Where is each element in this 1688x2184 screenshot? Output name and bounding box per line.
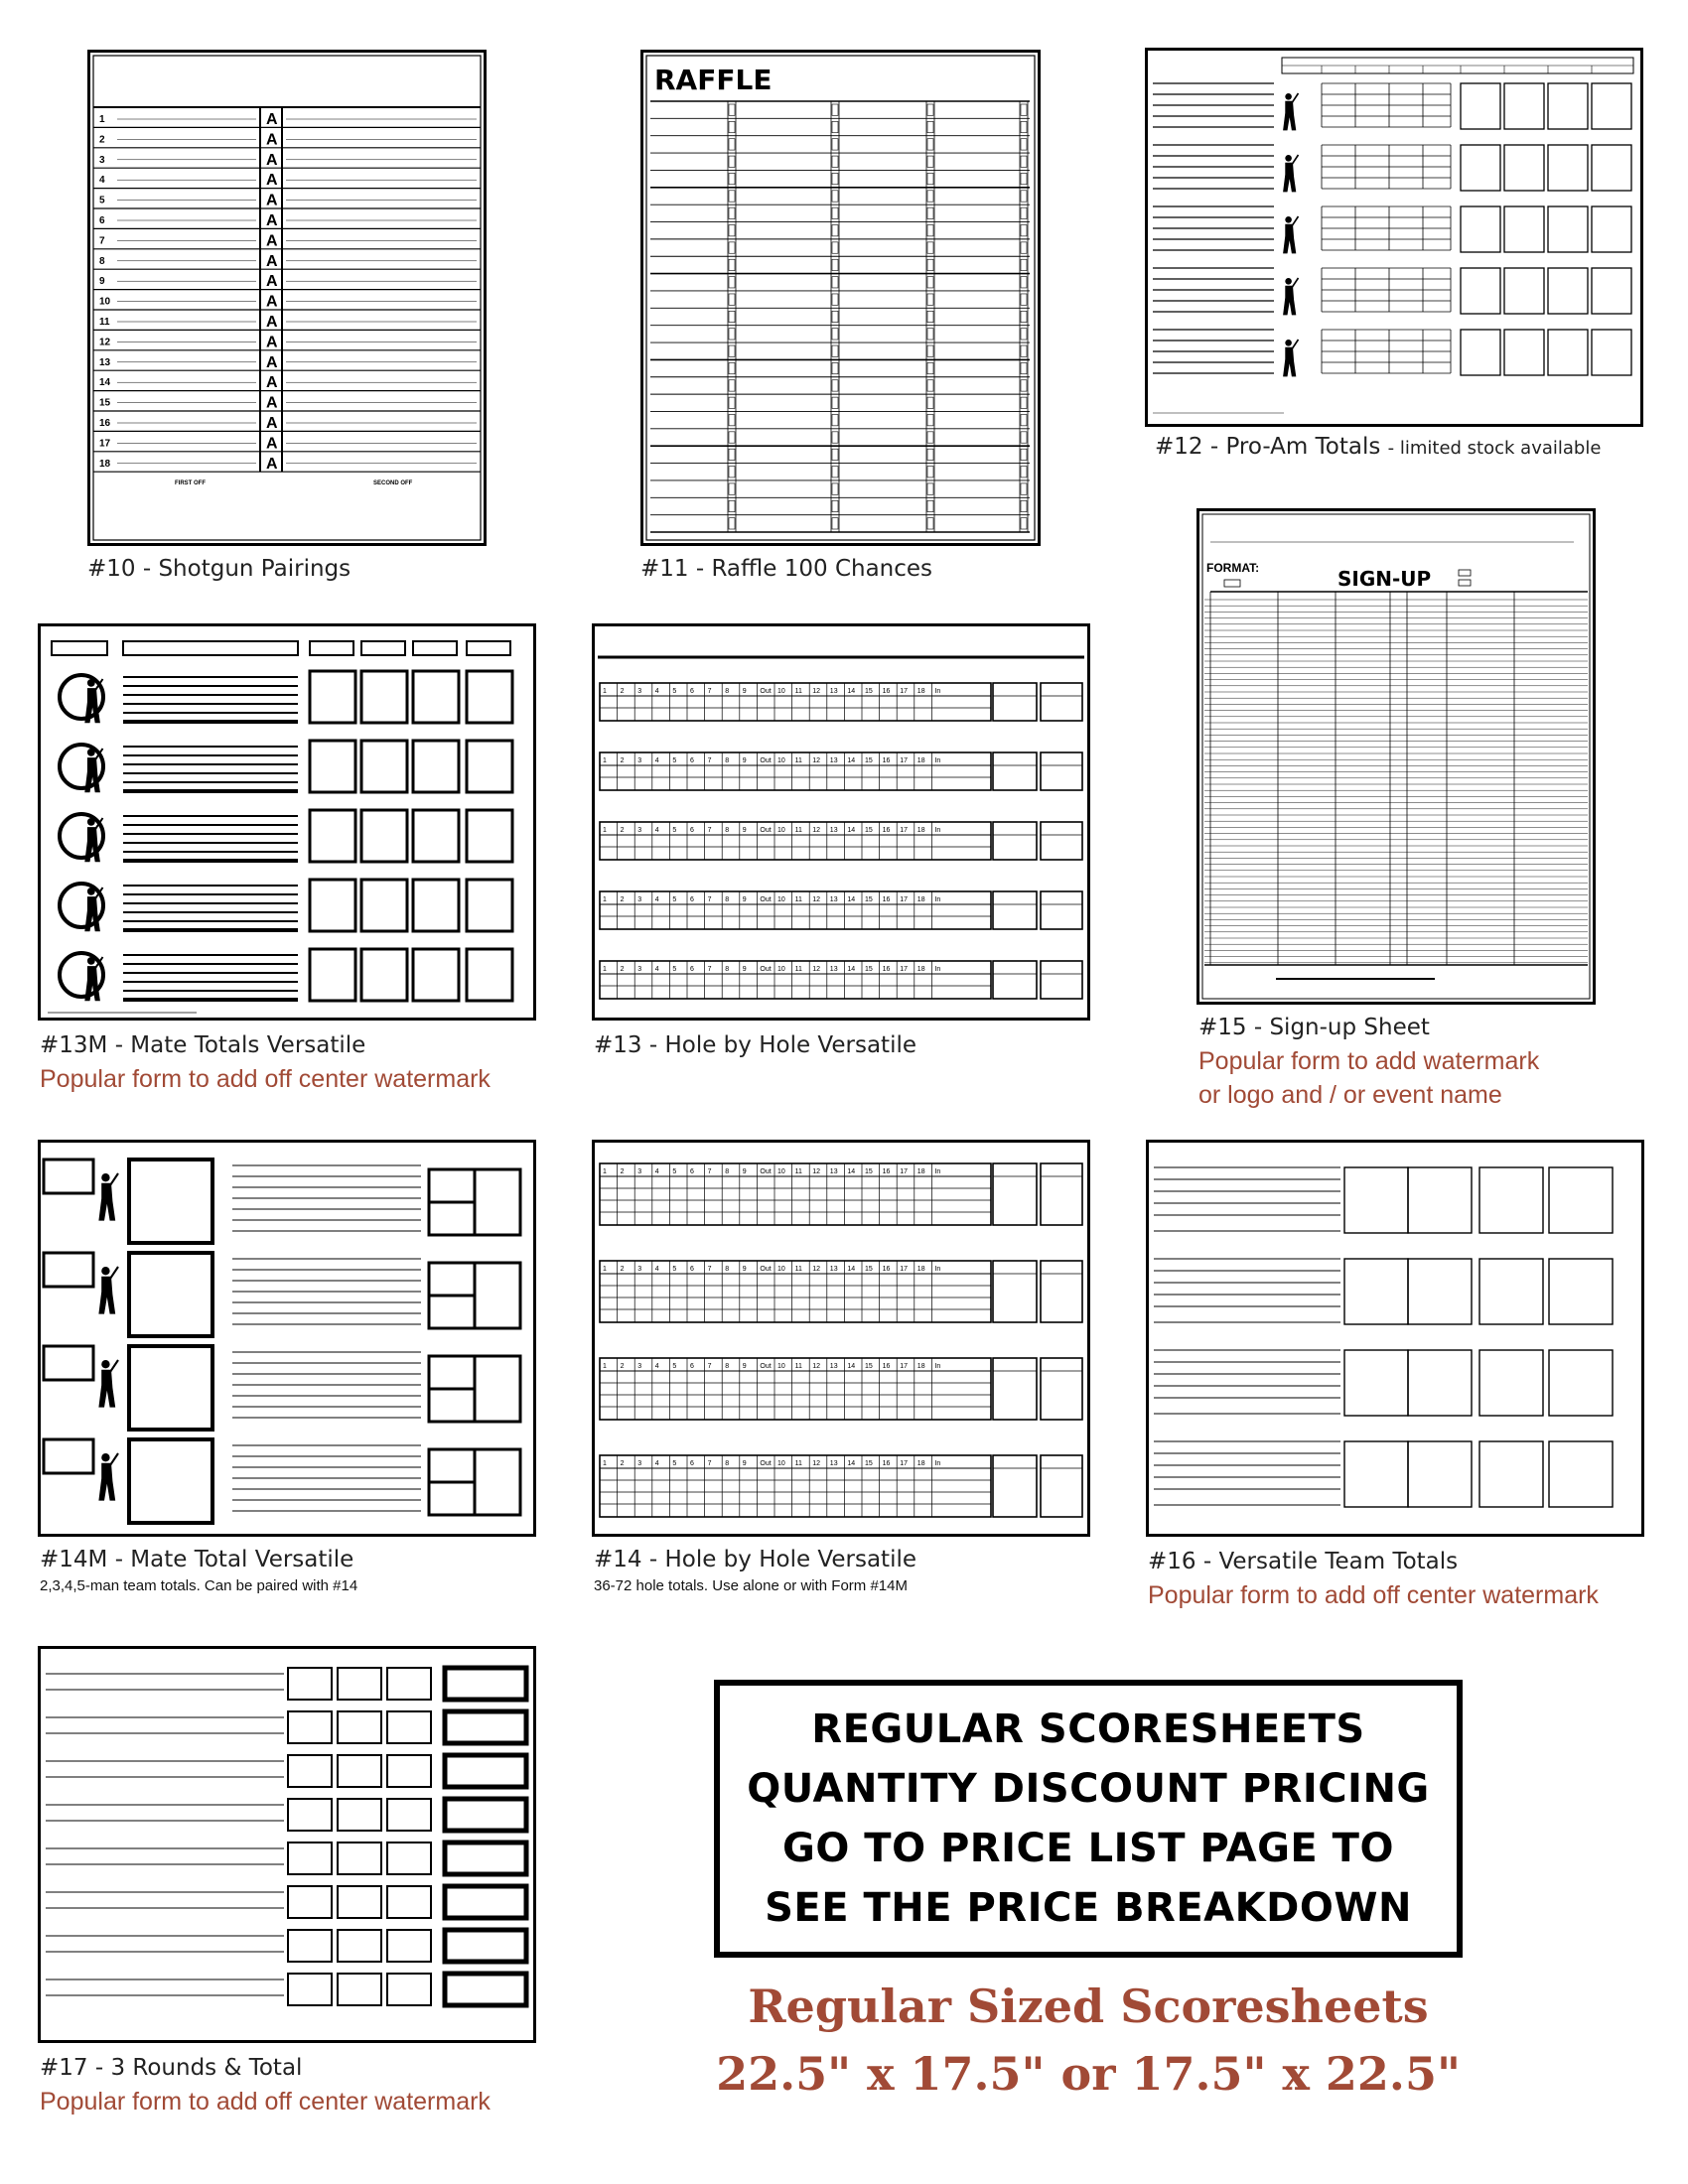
svg-text:6: 6 [690, 827, 694, 834]
svg-text:12: 12 [812, 1460, 820, 1467]
svg-text:11: 11 [794, 1266, 802, 1273]
svg-text:15: 15 [865, 966, 873, 973]
svg-text:4: 4 [654, 1266, 659, 1273]
form-12-caption [1155, 434, 1601, 460]
pro-am-totals-preview [1145, 48, 1643, 427]
shotgun-pairings-preview [87, 50, 487, 546]
svg-text:Out: Out [760, 1266, 772, 1273]
svg-text:8: 8 [725, 827, 730, 834]
svg-text:13: 13 [829, 827, 838, 834]
svg-text:A: A [266, 192, 278, 209]
svg-text:10: 10 [777, 1266, 785, 1273]
svg-text:11: 11 [794, 896, 802, 903]
svg-text:7: 7 [707, 1363, 712, 1370]
form-16-caption: #16 - Versatile Team Totals [1148, 1549, 1459, 1574]
pricing-notice-box [714, 1680, 1463, 1958]
thumbnail-border [40, 625, 535, 1020]
svg-text:A: A [266, 415, 278, 432]
svg-text:4: 4 [654, 688, 659, 695]
svg-text:7: 7 [707, 827, 712, 834]
svg-text:15: 15 [865, 1266, 873, 1273]
svg-text:18: 18 [916, 1266, 925, 1273]
regular-size-dimensions: 22.5" x 17.5" or 17.5" x 22.5" [716, 2047, 1461, 2101]
svg-text:5: 5 [672, 757, 677, 764]
svg-text:13: 13 [829, 966, 838, 973]
svg-text:14: 14 [847, 896, 856, 903]
svg-text:14: 14 [847, 1168, 856, 1175]
svg-text:1: 1 [603, 896, 607, 903]
svg-text:17: 17 [900, 757, 908, 764]
mate-total-preview [38, 1140, 536, 1537]
pricing-line-3: GO TO PRICE LIST PAGE TO [782, 1826, 1394, 1871]
svg-text:6: 6 [99, 215, 105, 226]
svg-text:SECOND OFF: SECOND OFF [373, 480, 413, 487]
svg-text:18: 18 [916, 966, 925, 973]
svg-text:Out: Out [760, 1460, 772, 1467]
svg-text:5: 5 [99, 195, 105, 206]
raffle-preview [640, 50, 1041, 546]
svg-text:A: A [266, 293, 278, 311]
svg-text:17: 17 [900, 1363, 908, 1370]
svg-text:2: 2 [620, 688, 625, 695]
form-13-caption: #13 - Hole by Hole Versatile [594, 1032, 916, 1058]
svg-text:9: 9 [742, 1168, 747, 1175]
svg-text:7: 7 [707, 688, 712, 695]
svg-text:15: 15 [865, 1363, 873, 1370]
form-16-thumbnail[interactable] [1146, 1140, 1644, 1537]
svg-text:In: In [934, 688, 941, 695]
form-13m-note: Popular form to add off center watermark [40, 1065, 491, 1093]
svg-text:15: 15 [99, 397, 111, 409]
form-10-caption: #10 - Shotgun Pairings [87, 556, 352, 582]
svg-text:17: 17 [900, 966, 908, 973]
svg-text:12: 12 [812, 966, 820, 973]
svg-text:3: 3 [637, 1168, 642, 1175]
svg-text:Out: Out [760, 966, 772, 973]
svg-text:15: 15 [865, 688, 873, 695]
form-10-thumbnail[interactable] [87, 50, 487, 546]
svg-text:14: 14 [847, 757, 856, 764]
svg-text:16: 16 [882, 966, 891, 973]
svg-text:17: 17 [900, 896, 908, 903]
svg-text:7: 7 [707, 1266, 712, 1273]
svg-text:5: 5 [672, 688, 677, 695]
svg-text:Out: Out [760, 1363, 772, 1370]
svg-text:3: 3 [637, 1460, 642, 1467]
svg-text:1: 1 [603, 1266, 607, 1273]
svg-text:9: 9 [742, 1363, 747, 1370]
svg-text:6: 6 [690, 757, 694, 764]
svg-text:In: In [934, 896, 941, 903]
thumbnail-border [642, 52, 1040, 545]
svg-text:12: 12 [812, 688, 820, 695]
thumbnail-border [40, 1142, 535, 1536]
svg-text:13: 13 [829, 1168, 838, 1175]
svg-text:3: 3 [637, 757, 642, 764]
svg-text:15: 15 [865, 1168, 873, 1175]
svg-text:12: 12 [812, 1168, 820, 1175]
svg-text:Out: Out [760, 827, 772, 834]
form-17-note: Popular form to add off center watermark [40, 2088, 491, 2116]
svg-text:11: 11 [794, 1363, 802, 1370]
svg-text:18: 18 [916, 688, 925, 695]
svg-text:1: 1 [603, 966, 607, 973]
svg-text:FIRST OFF: FIRST OFF [175, 480, 206, 487]
svg-text:17: 17 [900, 1266, 908, 1273]
form-14m-thumbnail[interactable] [38, 1140, 536, 1537]
svg-text:4: 4 [654, 1460, 659, 1467]
svg-text:4: 4 [654, 757, 659, 764]
svg-text:1: 1 [603, 1460, 607, 1467]
svg-text:15: 15 [865, 757, 873, 764]
svg-text:2: 2 [620, 1266, 625, 1273]
svg-text:6: 6 [690, 1460, 694, 1467]
form-15-thumbnail[interactable] [1196, 508, 1596, 1005]
svg-text:2: 2 [620, 827, 625, 834]
svg-text:8: 8 [725, 1363, 730, 1370]
svg-text:8: 8 [725, 1266, 730, 1273]
svg-text:14: 14 [847, 1266, 856, 1273]
form-13m-caption: #13M - Mate Totals Versatile [40, 1032, 366, 1058]
thumbnail-border [89, 52, 486, 545]
svg-text:16: 16 [882, 1460, 891, 1467]
svg-text:5: 5 [672, 1168, 677, 1175]
svg-text:7: 7 [99, 235, 105, 247]
svg-text:4: 4 [654, 896, 659, 903]
svg-text:6: 6 [690, 966, 694, 973]
svg-text:13: 13 [829, 1363, 838, 1370]
form-16-note: Popular form to add off center watermark [1148, 1581, 1599, 1609]
svg-text:7: 7 [707, 757, 712, 764]
hole-by-hole-4-preview [592, 1140, 1090, 1537]
svg-text:13: 13 [829, 757, 838, 764]
svg-text:18: 18 [916, 896, 925, 903]
svg-text:In: In [934, 827, 941, 834]
svg-text:16: 16 [882, 1168, 891, 1175]
svg-text:Out: Out [760, 757, 772, 764]
svg-text:6: 6 [690, 1168, 694, 1175]
hole-by-hole-preview [592, 623, 1090, 1021]
svg-text:17: 17 [900, 1460, 908, 1467]
svg-text:8: 8 [725, 1168, 730, 1175]
form-14m-caption: #14M - Mate Total Versatile [40, 1547, 354, 1572]
svg-text:Out: Out [760, 896, 772, 903]
team-totals-preview [1146, 1140, 1644, 1537]
svg-text:1: 1 [603, 827, 607, 834]
svg-text:8: 8 [725, 757, 730, 764]
svg-text:A: A [266, 374, 278, 392]
svg-text:16: 16 [882, 688, 891, 695]
svg-text:17: 17 [99, 438, 111, 450]
svg-text:A: A [266, 435, 278, 453]
svg-text:1: 1 [603, 757, 607, 764]
svg-text:17: 17 [900, 688, 908, 695]
svg-text:16: 16 [882, 1363, 891, 1370]
svg-text:1: 1 [603, 688, 607, 695]
svg-text:16: 16 [882, 827, 891, 834]
form-14-caption: #14 - Hole by Hole Versatile [594, 1547, 916, 1572]
svg-text:6: 6 [690, 688, 694, 695]
svg-text:2: 2 [620, 757, 625, 764]
form-14-description: 36-72 hole totals. Use alone or with Form #14M [594, 1577, 908, 1594]
svg-text:4: 4 [654, 827, 659, 834]
svg-text:5: 5 [672, 827, 677, 834]
svg-text:A: A [266, 394, 278, 412]
svg-text:18: 18 [99, 458, 111, 470]
svg-text:3: 3 [637, 1363, 642, 1370]
svg-text:11: 11 [794, 827, 802, 834]
svg-text:13: 13 [99, 356, 111, 368]
svg-text:16: 16 [882, 757, 891, 764]
svg-text:10: 10 [777, 1168, 785, 1175]
svg-text:6: 6 [690, 1266, 694, 1273]
svg-text:10: 10 [777, 896, 785, 903]
svg-text:10: 10 [777, 1460, 785, 1467]
svg-text:2: 2 [620, 896, 625, 903]
svg-text:3: 3 [637, 896, 642, 903]
sign-up-preview [1196, 508, 1596, 1005]
svg-text:7: 7 [707, 1168, 712, 1175]
form-13m-thumbnail[interactable] [38, 623, 536, 1021]
svg-text:14: 14 [847, 1460, 856, 1467]
form-15-note-2: or logo and / or event name [1198, 1081, 1502, 1109]
svg-text:1: 1 [603, 1363, 607, 1370]
svg-text:6: 6 [690, 1363, 694, 1370]
form-14-thumbnail[interactable] [592, 1140, 1090, 1537]
svg-text:A: A [266, 334, 278, 351]
regular-size-heading: Regular Sized Scoresheets [748, 1979, 1429, 2033]
svg-text:11: 11 [794, 688, 802, 695]
svg-text:9: 9 [99, 276, 105, 288]
svg-text:10: 10 [777, 966, 785, 973]
svg-text:16: 16 [882, 1266, 891, 1273]
svg-text:11: 11 [794, 1460, 802, 1467]
svg-text:8: 8 [99, 255, 105, 267]
svg-text:9: 9 [742, 1266, 747, 1273]
svg-text:8: 8 [725, 1460, 730, 1467]
form-11-thumbnail[interactable] [640, 50, 1041, 546]
svg-text:Out: Out [760, 688, 772, 695]
svg-text:12: 12 [812, 757, 820, 764]
svg-text:13: 13 [829, 1460, 838, 1467]
svg-text:13: 13 [829, 688, 838, 695]
svg-text:A: A [266, 314, 278, 331]
form-12-title: #12 - Pro-Am Totals [1155, 434, 1381, 460]
svg-text:4: 4 [654, 1168, 659, 1175]
form-15-caption: #15 - Sign-up Sheet [1198, 1015, 1430, 1040]
svg-text:5: 5 [672, 1266, 677, 1273]
svg-text:10: 10 [777, 757, 785, 764]
svg-text:SIGN-UP: SIGN-UP [1337, 567, 1432, 591]
svg-text:Out: Out [760, 1168, 772, 1175]
svg-text:1: 1 [99, 114, 105, 125]
svg-text:2: 2 [620, 966, 625, 973]
svg-text:A: A [266, 172, 278, 190]
pricing-line-1: REGULAR SCORESHEETS [811, 1706, 1365, 1752]
form-15-note-1: Popular form to add watermark [1198, 1047, 1540, 1075]
svg-text:18: 18 [916, 827, 925, 834]
svg-text:16: 16 [99, 418, 111, 429]
svg-text:A: A [266, 252, 278, 270]
svg-text:In: In [934, 1266, 941, 1273]
svg-text:8: 8 [725, 688, 730, 695]
svg-text:12: 12 [99, 337, 111, 348]
svg-text:A: A [266, 212, 278, 229]
form-12-thumbnail[interactable] [1145, 48, 1643, 427]
svg-text:8: 8 [725, 966, 730, 973]
svg-text:5: 5 [672, 1460, 677, 1467]
svg-text:9: 9 [742, 966, 747, 973]
svg-text:7: 7 [707, 966, 712, 973]
svg-text:A: A [266, 455, 278, 473]
svg-text:A: A [266, 131, 278, 149]
svg-text:9: 9 [742, 1460, 747, 1467]
svg-text:11: 11 [99, 317, 110, 328]
svg-text:15: 15 [865, 896, 873, 903]
svg-text:2: 2 [99, 134, 105, 146]
form-11-caption: #11 - Raffle 100 Chances [640, 556, 933, 582]
svg-text:18: 18 [916, 1460, 925, 1467]
svg-text:14: 14 [847, 827, 856, 834]
svg-text:2: 2 [620, 1168, 625, 1175]
svg-text:15: 15 [865, 827, 873, 834]
svg-text:7: 7 [707, 1460, 712, 1467]
svg-text:17: 17 [900, 1168, 908, 1175]
svg-text:5: 5 [672, 896, 677, 903]
svg-text:A: A [266, 273, 278, 291]
svg-text:14: 14 [847, 1363, 856, 1370]
pricing-line-2: QUANTITY DISCOUNT PRICING [747, 1766, 1430, 1812]
svg-text:12: 12 [812, 1363, 820, 1370]
svg-text:7: 7 [707, 896, 712, 903]
svg-text:In: In [934, 1363, 941, 1370]
svg-text:2: 2 [620, 1363, 625, 1370]
pricing-line-4: SEE THE PRICE BREAKDOWN [765, 1885, 1412, 1931]
svg-text:10: 10 [777, 1363, 785, 1370]
form-14m-description: 2,3,4,5-man team totals. Can be paired with #14 [40, 1577, 358, 1594]
svg-text:12: 12 [812, 827, 820, 834]
form-12-note: - limited stock available [1387, 438, 1602, 459]
svg-text:4: 4 [99, 175, 105, 187]
svg-text:10: 10 [777, 688, 785, 695]
svg-text:3: 3 [637, 688, 642, 695]
svg-text:A: A [266, 232, 278, 250]
svg-text:A: A [266, 111, 278, 128]
svg-text:2: 2 [620, 1460, 625, 1467]
svg-text:10: 10 [99, 296, 111, 308]
svg-text:15: 15 [865, 1460, 873, 1467]
svg-text:13: 13 [829, 896, 838, 903]
svg-text:A: A [266, 151, 278, 169]
svg-text:4: 4 [654, 1363, 659, 1370]
mate-totals-preview [38, 623, 536, 1021]
svg-text:8: 8 [725, 896, 730, 903]
svg-text:In: In [934, 1168, 941, 1175]
svg-text:14: 14 [99, 377, 111, 389]
svg-text:FORMAT:: FORMAT: [1206, 561, 1260, 575]
svg-text:14: 14 [847, 688, 856, 695]
form-13-thumbnail[interactable] [592, 623, 1090, 1021]
svg-text:13: 13 [829, 1266, 838, 1273]
svg-text:9: 9 [742, 896, 747, 903]
form-17-caption: #17 - 3 Rounds & Total [40, 2055, 303, 2081]
svg-text:RAFFLE: RAFFLE [654, 64, 773, 96]
svg-text:A: A [266, 353, 278, 371]
svg-text:12: 12 [812, 896, 820, 903]
svg-text:5: 5 [672, 1363, 677, 1370]
thumbnail-border [1148, 1142, 1643, 1536]
svg-text:9: 9 [742, 688, 747, 695]
svg-text:5: 5 [672, 966, 677, 973]
svg-text:18: 18 [916, 1168, 925, 1175]
svg-text:14: 14 [847, 966, 856, 973]
svg-text:10: 10 [777, 827, 785, 834]
svg-text:In: In [934, 757, 941, 764]
svg-text:16: 16 [882, 896, 891, 903]
svg-text:9: 9 [742, 757, 747, 764]
svg-text:4: 4 [654, 966, 659, 973]
svg-text:3: 3 [637, 966, 642, 973]
svg-text:17: 17 [900, 827, 908, 834]
svg-text:18: 18 [916, 1363, 925, 1370]
svg-text:12: 12 [812, 1266, 820, 1273]
svg-text:18: 18 [916, 757, 925, 764]
svg-text:9: 9 [742, 827, 747, 834]
svg-text:In: In [934, 966, 941, 973]
svg-text:In: In [934, 1460, 941, 1467]
svg-text:6: 6 [690, 896, 694, 903]
svg-text:3: 3 [637, 827, 642, 834]
svg-text:3: 3 [637, 1266, 642, 1273]
svg-text:11: 11 [794, 1168, 802, 1175]
svg-text:3: 3 [99, 154, 105, 166]
svg-text:11: 11 [794, 757, 802, 764]
svg-text:11: 11 [794, 966, 802, 973]
svg-text:1: 1 [603, 1168, 607, 1175]
